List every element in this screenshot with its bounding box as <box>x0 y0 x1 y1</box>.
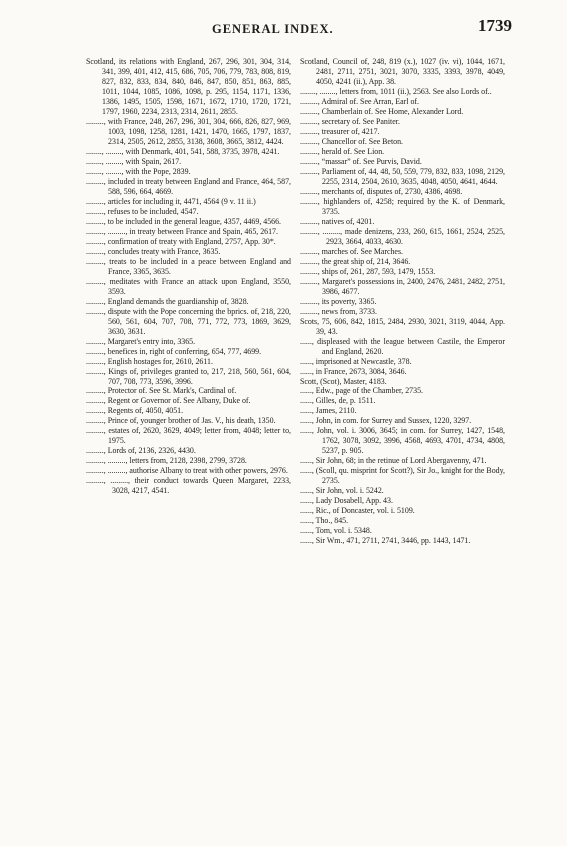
index-entry: ........., ........., their conduct towards Queen Margaret, 2233, 3028, 4217, 4541. <box>86 476 291 496</box>
index-entry: ........, ........, with the Pope, 2839. <box>86 166 191 176</box>
index-entry: ........., Admiral of. See Arran, Earl of. <box>300 96 419 106</box>
index-entry: ........., to be included in the general league, 4357, 4469, 4566. <box>86 216 282 226</box>
index-entry: ........., “massar” of. See Purvis, David. <box>300 156 422 166</box>
index-entry: ......, imprisoned at Newcastle, 378. <box>300 356 412 366</box>
index-entry: ......, Tho., 845. <box>300 516 349 526</box>
index-entry: ......, in France, 2673, 3084, 3646. <box>300 366 407 376</box>
index-entry: ........, ........, with Spain, 2617. <box>86 156 182 166</box>
index-entry: ......, Edw., page of the Chamber, 2735. <box>300 386 423 396</box>
index-entry: ........., ........., authorise Albany to treat with other powers, 2976. <box>86 466 288 476</box>
index-entry: ........., Chancellor of. See Beton. <box>300 136 403 146</box>
index-entry: ........, ........, with Denmark, 401, 541, 588, 3735, 3978, 4241. <box>86 146 280 156</box>
index-entry: ........., articles for including it, 4471, 4564 (9 v. 11 ii.) <box>86 196 256 206</box>
index-entry: ........., Margaret's entry into, 3365. <box>86 336 196 346</box>
index-entry: ......, James, 2110. <box>300 406 357 416</box>
index-entry: ........., marches of. See Marches. <box>300 246 403 256</box>
index-entry: ......, Lady Dosabell, App. 43. <box>300 496 393 506</box>
index-entry: Scott, (Scot), Master, 4183. <box>300 376 387 386</box>
index-entry: ......, Gilles, de, p. 1511. <box>300 396 376 406</box>
index-entry: ......, Ric., of Doncaster, vol. i. 5109. <box>300 506 415 516</box>
index-entry: ......, Tom, vol. i. 5348. <box>300 526 372 536</box>
index-entry: ........., Kings of, privileges granted to, 217, 218, 560, 561, 604, 707, 708, 773, 3596, 3996. <box>86 366 291 386</box>
index-entry: ........., dispute with the Pope concerning the bprics. of, 218, 220, 560, 561, 604, 707, 708, 771, 772, 773, 1869, 3629, 3630, 3631. <box>86 306 291 336</box>
index-entry: ........., the great ship of, 214, 3646. <box>300 256 411 266</box>
index-entry: ........., merchants of, disputes of, 2730, 4386, 4698. <box>300 186 463 196</box>
index-entry: ........., Regents of, 4050, 4051. <box>86 406 184 416</box>
index-entry: ........., Protector of. See St. Mark's, Cardinal of. <box>86 386 237 396</box>
index-entry: ........., treasurer of, 4217. <box>300 126 380 136</box>
index-entry: ........., Margaret's possessions in, 2400, 2476, 2481, 2482, 2751, 3986, 4677. <box>300 276 505 296</box>
index-entry: ........., treats to be included in a peace between England and France, 3365, 3635. <box>86 256 291 276</box>
index-entry: ........., ........., letters from, 2128, 2398, 2799, 3728. <box>86 456 247 466</box>
index-entry: Scots, 75, 606, 842, 1815, 2484, 2930, 3021, 3119, 4044, App. 39, 43. <box>300 316 505 336</box>
page-header <box>0 16 567 46</box>
index-column-left <box>86 57 291 496</box>
index-entry: ........., ........., made denizens, 233, 260, 615, 1661, 2524, 2525, 2923, 3664, 4033, 4630. <box>300 226 505 246</box>
index-entry: ........., Prince of, younger brother of Jas. V., his death, 1350. <box>86 416 276 426</box>
index-entry: Scotland, its relations with England, 267, 296, 301, 304, 314, 341, 399, 401, 412, 415, 686, 705, 706, 779, 783, 808, 819, 827, 832, 833, 834, 840, 846, 847, 850, 851, 863, 885, 1011, 1044, 1085, 1086, 1098, p. 295, 1154, 1171, 1336, 1386, 1495, 1505, 1598, 1671, 1672, 1710, 1720, 1721, 1797, 1960, 2234, 2313, 2314, 2611, 2855. <box>86 57 291 116</box>
page-number: 1739 <box>478 16 512 35</box>
index-entry: ........., secretary of. See Paniter. <box>300 116 400 126</box>
index-column-right <box>300 57 505 546</box>
index-entry: ........., included in treaty between England and France, 464, 587, 588, 596, 664, 4669. <box>86 176 291 196</box>
index-entry: ........., ships of, 261, 287, 593, 1479, 1553. <box>300 266 436 276</box>
index-entry: ........., Regent or Governor of. See Albany, Duke of. <box>86 396 251 406</box>
index-entry: ........., estates of, 2620, 3629, 4049; letter from, 4048; letter to, 1975. <box>86 426 291 446</box>
index-entry: ........., confirmation of treaty with England, 2757, App. 30*. <box>86 236 276 246</box>
index-entry: ........., Parliament of, 44, 48, 50, 559, 779, 832, 833, 1098, 2129, 2255, 2314, 2504, 2610, 3635, 4048, 4050, 4641, 4644. <box>300 166 505 186</box>
index-entry: ........., news from, 3733. <box>300 306 377 316</box>
index-entry: ......, Sir John, 68; in the retinue of Lord Abergavenny, 471. <box>300 456 487 466</box>
index-entry: ......, Sir Wm., 471, 2711, 2741, 3446, pp. 1443, 1471. <box>300 536 471 546</box>
index-entry: ......, Sir John, vol. i. 5242. <box>300 486 384 496</box>
running-title: GENERAL INDEX. <box>212 22 334 36</box>
index-entry: ........., ........., in treaty between France and Spain, 465, 2617. <box>86 226 278 236</box>
index-entry: ........., English hostages for, 2610, 2611. <box>86 356 213 366</box>
index-entry: ........., refuses to be included, 4547. <box>86 206 199 216</box>
index-entry: Scotland, Council of, 248, 819 (x.), 1027 (iv. vi), 1044, 1671, 2481, 2711, 2751, 3021, 3070, 3335, 3393, 3978, 4049, 4050, 4241 (ii.), App. 38. <box>300 57 505 86</box>
index-entry: ........., benefices in, right of conferring, 654, 777, 4699. <box>86 346 262 356</box>
index-entry: ........., meditates with France an attack upon England, 3550, 3593. <box>86 276 291 296</box>
index-entry: ........, ........, letters from, 1011 (ii.), 2563. See also Lords of.. <box>300 86 492 96</box>
index-entry: ........., highlanders of, 4258; required by the K. of Denmark, 3735. <box>300 196 505 216</box>
index-entry: ........., its poverty, 3365. <box>300 296 377 306</box>
index-entry: ........., Lords of, 2136, 2326, 4430. <box>86 446 196 456</box>
index-entry: ......, John, in com. for Surrey and Sussex, 1220, 3297. <box>300 416 472 426</box>
index-entry: ........., England demands the guardianship of, 3828. <box>86 296 249 306</box>
index-entry: ......, (Scoll, qu. misprint for Scott?), Sir Jo., knight for the Body, 2735. <box>300 466 505 486</box>
index-entry: ........., concludes treaty with France, 3635. <box>86 246 221 256</box>
index-entry: ........., Chamberlain of. See Home, Alexander Lord. <box>300 106 464 116</box>
index-entry: ........., with France, 248, 267, 296, 301, 304, 666, 826, 827, 969, 1003, 1098, 1258, 1281, 1421, 1470, 1665, 1797, 1837, 2314, 2505, 2612, 2855, 3138, 3608, 3665, 3812, 4424. <box>86 116 291 146</box>
index-entry: ........., herald of. See Lion. <box>300 146 385 156</box>
index-entry: ......, John, vol. i. 3006, 3645; in com. for Surrey, 1427, 1548, 1762, 3078, 3092, 3996, 4568, 4693, 4701, 4734, 4808, 5237, p. 905. <box>300 426 505 456</box>
index-entry: ........., natives of, 4201. <box>300 216 375 226</box>
index-entry: ......, displeased with the league between Castile, the Emperor and England, 2620. <box>300 336 505 356</box>
